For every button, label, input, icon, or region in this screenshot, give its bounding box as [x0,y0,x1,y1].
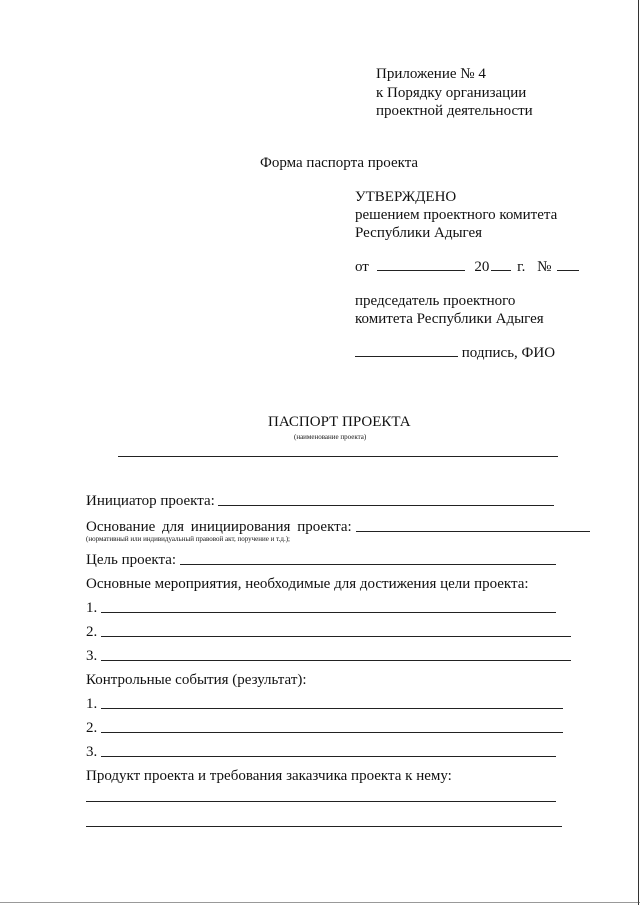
date-number-blank [557,258,579,271]
date-from-label: от [355,259,369,275]
initiator-label: Инициатор проекта: [86,493,215,509]
milestone-1-label: 1. [86,696,98,712]
activities-label: Основные мероприятия, необходимые для достижения цели проекта: [86,576,529,592]
page-edge [638,0,639,905]
approval-line-1: решением проектного комитета [355,207,558,223]
chair-line-2: комитета Республики Адыгея [355,311,544,327]
activity-1-label: 1. [86,600,98,616]
activity-2-label: 2. [86,624,98,640]
milestone-3-line [101,756,556,757]
date-year-blank [491,258,511,271]
approval-heading: УТВЕРЖДЕНО [355,189,457,205]
goal-label: Цель проекта: [86,552,177,568]
milestone-2-label: 2. [86,720,98,736]
signature-label: подпись, ФИО [461,345,556,361]
signature-blank [355,344,458,357]
milestone-2-line [101,732,563,733]
passport-subtitle: (наименование проекта) [294,433,367,441]
activity-2-line [101,636,571,637]
approval-date [355,258,579,276]
activity-1-line [101,612,556,613]
initiator-line [218,505,554,506]
appendix-line-3: проектной деятельности [376,103,533,119]
form-title: Форма паспорта проекта [260,155,419,171]
product-line-1 [86,801,556,802]
activity-3-line [101,660,571,661]
milestones-label: Контрольные события (результат): [86,672,307,688]
activity-3-label: 3. [86,648,98,664]
project-name-line [118,456,558,457]
goal-line [180,564,556,565]
basis-label: Основание для инициирования проекта: [86,519,352,535]
appendix-line-2: к Порядку организации [376,85,527,101]
approval-line-2: Республики Адыгея [355,225,483,241]
milestone-1-line [101,708,563,709]
date-day-blank [377,258,465,271]
basis-line [356,531,590,532]
date-year-suffix: г. [517,259,526,275]
page-edge-bottom [0,902,640,903]
appendix-line-1: Приложение № 4 [376,66,486,82]
product-line-2 [86,826,562,827]
passport-title: ПАСПОРТ ПРОЕКТА [268,414,411,430]
date-number-label: № [537,259,552,275]
product-label: Продукт проекта и требования заказчика проекта к нему: [86,768,452,784]
chair-line-1: председатель проектного [355,293,516,309]
date-year-prefix: 20 [474,259,490,275]
basis-note: (нормативный или индивидуальный правовой акт, поручение и т.д.); [86,535,290,543]
signature-row [355,344,555,362]
milestone-3-label: 3. [86,744,98,760]
